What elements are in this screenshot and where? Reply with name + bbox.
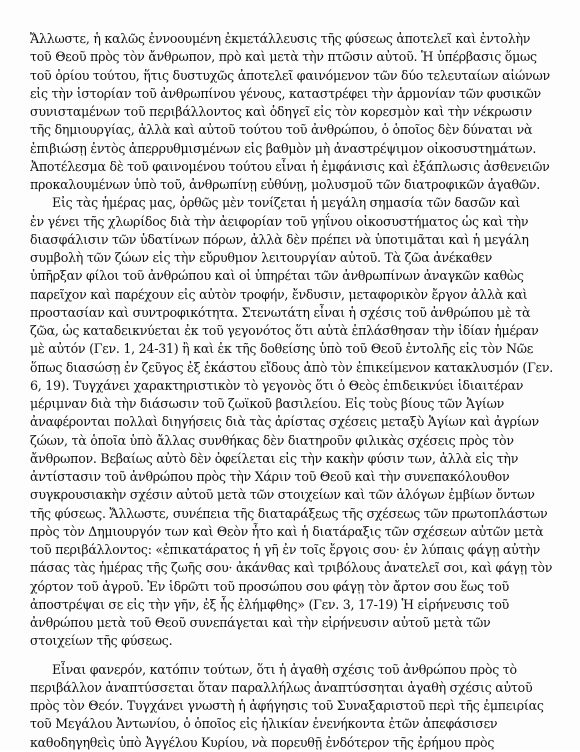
text-line: ἀναφέρονται πολλαὶ διηγήσεις διὰ τὰς ἀρίστας σχέσεις μεταξὺ Ἁγίων καὶ ἀγρίων [30,414,539,430]
text-line: πάσας τὰς ἡμέρας τῆς ζωῆς σου· ἀκάνθας καὶ τριβόλους ἀνατελεῖ σοι, καὶ φάγῃ τὸν [30,560,553,576]
text-line: πρὸς τὸν Δημιουργόν των καὶ Θεὸν ἦτο καὶ ἡ διατάραξις τῶν σχέσεων αὐτῶν μετὰ [30,523,544,539]
text-line: πρὸς τὸν Θεόν. Τυγχάνει γνωστὴ ἡ ἀφήγησις τοῦ Συναξαριστοῦ περὶ τῆς ἐμπειρίας [30,698,544,713]
paragraph-environment-exploitation [30,30,576,194]
paragraph-gap [30,651,576,661]
text-line: συγκρουσιακὴν σχέσιν αὐτοῦ μετὰ τῶν στοιχείων καὶ τῶν ἀλόγων ἐμβίων ὄντων [30,487,535,503]
text-line: ἐν γένει τῆς χλωρίδος διὰ τὴν ἀειφορίαν τοῦ γηΐνου οἰκοσυστήματος ὡς καὶ τὴν [30,213,529,229]
text-line: συνισταμένων τοῦ περιβάλλοντος καὶ ὁδηγεῖ εἰς τὸν κορεσμὸν καὶ τὴν νέκρωσιν [30,104,532,119]
text-line: μὲ αὐτόν (Γεν. 1, 24-31) ἢ καὶ ἐκ τῆς δοθείσης ὑπὸ τοῦ Θεοῦ ἐντολῆς εἰς τὸν Νῶε [30,341,534,357]
text-line: τοῦ Μεγάλου Ἀντωνίου, ὁ ὁποῖος εἰς ἡλικίαν ἐνενήκοντα ἐτῶν ἀπεφάσισεν [30,716,498,732]
text-line: διασφάλισιν τῶν ὑδατίνων πόρων, ἀλλὰ δὲν πρέπει νὰ ὑποτιμᾶται καὶ ἡ μεγάλη [30,231,529,247]
text-line: συμβολὴ τῶν ζώων εἰς τὴν εὔρυθμον λειτουργίαν αὐτοῦ. Τὰ ζῶα ἀνέκαθεν [30,250,493,265]
text-line: τῆς φύσεως. Ἄλλωστε, συνέπεια τῆς διαταράξεως τῆς σχέσεως τῶν πρωτοπλάστων [30,505,548,521]
text-line: Ἀποτέλεσμα δὲ τοῦ φαινομένου τούτου εἶναι ἡ ἐμφάνισις καὶ ἐξάπλωσις ἀσθενειῶν [30,158,550,174]
text-line: ὑπῆρξαν φίλοι τοῦ ἀνθρώπου καὶ οἱ ὑπηρέται τῶν ἀνθρωπίνων ἀναγκῶν καθὼς [30,268,524,284]
text-line: στοιχείων τῆς φύσεως. [30,633,173,649]
text-line: τοῦ ὁρίου τούτου, ἥτις δυστυχῶς ἀποτελεῖ φαινόμενον τῶν δύο τελευταίων αἰώνων [30,67,550,83]
text-line: ἀνθρώπου μετὰ τοῦ Θεοῦ συνεπάγεται καὶ τὴν εἰρήνευσιν αὐτοῦ μετὰ τῶν [30,615,491,630]
text-line: ἐπιβιώσῃ ἐντὸς ἀπερρυθμισμένων εἰς βαθμὸν μὴ ἀναστρέψιμον οἰκοσυστημάτων. [30,140,537,156]
text-line: χόρτον τοῦ ἀγροῦ. Ἐν ἱδρῶτι τοῦ προσώπου σου φάγῃ τὸν ἄρτον σου ἕως τοῦ [30,578,510,594]
text-line: παρεῖχον καὶ παρέχουν εἰς αὐτὸν τροφήν, ἔνδυσιν, μεταφορικὸν ἔργον ἀλλὰ καὶ [30,286,528,302]
text-line: περιβάλλον ἀναπτύσσεται ὅταν παραλλήλως ἀναπτύσσηται ἀγαθὴ σχέσις αὐτοῦ [30,679,533,695]
text-line: ὅπως διασώσῃ ἐν ζεῦγος ἐξ ἑκάστου εἴδους ἀπὸ τὸν ἐπικείμενον κατακλυσμόν (Γεν. [30,359,553,375]
text-line: ἄνθρωπον. Βεβαίως αὐτὸ δὲν ὀφείλεται εἰς τὴν κακὴν φύσιν των, ἀλλὰ εἰς τὴν [30,450,519,466]
text-line: προστασίαν καὶ συντροφικότητα. Στενωτάτη εἶναι ἡ σχέσις τοῦ ἀνθρώπου μὲ τὰ [30,304,531,320]
text-line: Εἶναι φανερόν, κατόπιν τούτων, ὅτι ἡ ἀγαθὴ σχέσις τοῦ ἀνθρώπου πρὸς τὸ [52,661,517,677]
text-line: ζώων, τὰ ὁποῖα ὑπὸ ἄλλας συνθήκας δὲν διατηροῦν φιλικὰς σχέσεις πρὸς τὸν [30,432,514,448]
text-line: τοῦ Θεοῦ πρὸς τὸν ἄνθρωπον, πρὸ καὶ μετὰ τὴν πτῶσιν αὐτοῦ. Ἡ ὑπέρβασις ὅμως [30,49,537,65]
text-line: εἰς τὴν ἱστορίαν τοῦ ἀνθρωπίνου γένους, καταστρέφει τὴν ἁρμονίαν τῶν φυσικῶν [30,85,541,101]
paragraph-saint-anthony [30,661,576,752]
text-line: ἀντίστασιν τοῦ ἀνθρώπου πρὸς τὴν Χάριν τοῦ Θεοῦ καὶ τὴν συνεπακόλουθον [30,469,510,484]
text-line: Ἄλλωστε, ἡ καλῶς ἐννοουμένη ἐκμετάλλευσις τῆς φύσεως ἀποτελεῖ καὶ ἐντολὴν [30,31,531,46]
text-line: τοῦ περιβάλλοντος: «ἐπικατάρατος ἡ γῆ ἐν τοῖς ἔργοις σου· ἐν λύπαις φάγῃ αὐτὴν [30,542,540,557]
text-line: ζῶα, ὡς καταδεικνύεται ἐκ τοῦ γεγονότος ὅτι αὐτὰ ἐπλάσθησαν τὴν ἰδίαν ἡμέραν [30,323,539,338]
text-line: Εἰς τὰς ἡμέρας μας, ὀρθῶς μὲν τονίζεται ἡ μεγάλη σημασία τῶν δασῶν καὶ [52,195,521,211]
text-line: 6, 19). Τυγχάνει χαρακτηριστικὸν τὸ γεγονὸς ὅτι ὁ Θεὸς ἐπιδεικνύει ἰδιαιτέραν [30,377,524,393]
text-line: προκαλουμένων ὑπὸ τοῦ, ἀνθρωπίνῃ εὐθύνῃ, μολυσμοῦ τῶν διατροφικῶν ἀγαθῶν. [30,177,540,192]
text-line: μέριμναν διὰ τὴν διάσωσιν τοῦ ζωϊκοῦ βασιλείου. Εἰς τοὺς βίους τῶν Ἁγίων [30,396,505,411]
text-line: τῆς δημιουργίας, ἀλλὰ καὶ αὐτοῦ τούτου τοῦ ἀνθρώπου, ὁ ὁποῖος δὲν δύναται νὰ [30,122,533,138]
text-line: ἀποστρέψαι σε εἰς τὴν γῆν, ἐξ ἧς ἐλήμφθης» (Γεν. 3, 17-19) Ἡ εἰρήνευσις τοῦ [30,596,510,612]
text-line: καθοδηγηθεὶς ὑπὸ Ἀγγέλου Κυρίου, νὰ πορευθῇ ἐνδότερον τῆς ἐρήμου πρὸς [30,734,495,750]
paragraph-animals-relationship [30,194,576,650]
